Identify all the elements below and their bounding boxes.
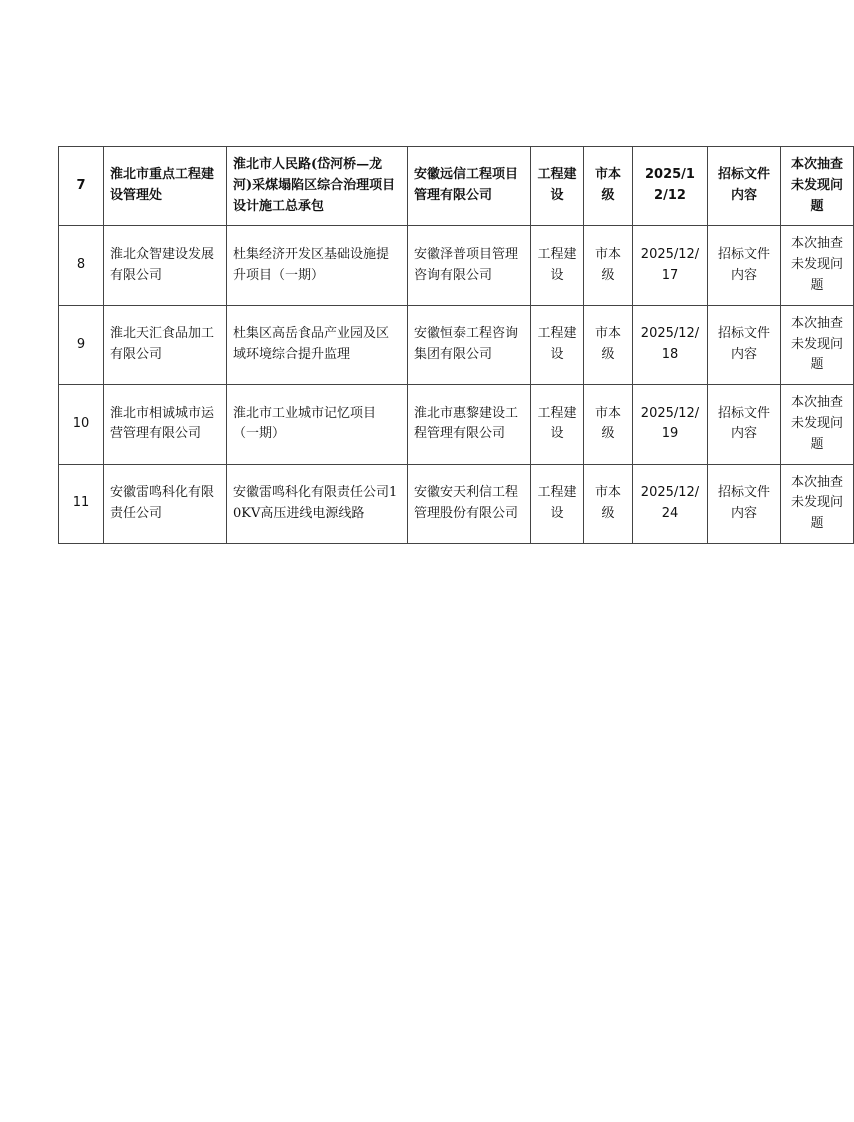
tendering-organization-cell: 安徽雷鸣科化有限责任公司 <box>104 464 227 543</box>
project-type-cell: 工程建设 <box>531 385 584 464</box>
administrative-level-cell: 市本级 <box>584 147 633 226</box>
table-row <box>59 147 854 226</box>
table-row <box>59 226 854 305</box>
project-name-cell: 杜集区高岳食品产业园及区域环境综合提升监理 <box>227 305 408 384</box>
administrative-level-cell: 市本级 <box>584 226 633 305</box>
tendering-agent-cell: 安徽远信工程项目管理有限公司 <box>408 147 531 226</box>
tendering-agent-cell: 安徽恒泰工程咨询集团有限公司 <box>408 305 531 384</box>
inspection-result-cell: 本次抽查未发现问题 <box>781 464 854 543</box>
table-row <box>59 464 854 543</box>
row-number-cell: 9 <box>59 305 104 384</box>
inspection-date-cell: 2025/12/18 <box>633 305 708 384</box>
project-type-cell: 工程建设 <box>531 147 584 226</box>
inspected-content-cell: 招标文件内容 <box>708 226 781 305</box>
table-body <box>59 147 854 544</box>
project-type-cell: 工程建设 <box>531 464 584 543</box>
project-type-cell: 工程建设 <box>531 305 584 384</box>
administrative-level-cell: 市本级 <box>584 385 633 464</box>
inspection-result-cell: 本次抽查未发现问题 <box>781 147 854 226</box>
inspected-content-cell: 招标文件内容 <box>708 147 781 226</box>
inspection-date-cell: 2025/12/24 <box>633 464 708 543</box>
inspection-result-cell: 本次抽查未发现问题 <box>781 305 854 384</box>
tendering-organization-cell: 淮北市重点工程建设管理处 <box>104 147 227 226</box>
tendering-organization-cell: 淮北市相诚城市运营管理有限公司 <box>104 385 227 464</box>
administrative-level-cell: 市本级 <box>584 464 633 543</box>
inspected-content-cell: 招标文件内容 <box>708 385 781 464</box>
tendering-agent-cell: 淮北市惠黎建设工程管理有限公司 <box>408 385 531 464</box>
project-type-cell: 工程建设 <box>531 226 584 305</box>
row-number-cell: 10 <box>59 385 104 464</box>
row-number-cell: 8 <box>59 226 104 305</box>
project-name-cell: 淮北市人民路(岱河桥—龙河)采煤塌陷区综合治理项目设计施工总承包 <box>227 147 408 226</box>
table-row <box>59 305 854 384</box>
table-row <box>59 385 854 464</box>
row-number-cell: 11 <box>59 464 104 543</box>
document-sheet <box>58 146 843 544</box>
tendering-agent-cell: 安徽泽普项目管理咨询有限公司 <box>408 226 531 305</box>
tendering-agent-cell: 安徽安天利信工程管理股份有限公司 <box>408 464 531 543</box>
project-name-cell: 淮北市工业城市记忆项目（一期） <box>227 385 408 464</box>
inspection-date-cell: 2025/12/12 <box>633 147 708 226</box>
inspection-date-cell: 2025/12/19 <box>633 385 708 464</box>
tendering-organization-cell: 淮北众智建设发展有限公司 <box>104 226 227 305</box>
inspection-date-cell: 2025/12/17 <box>633 226 708 305</box>
inspection-result-cell: 本次抽查未发现问题 <box>781 226 854 305</box>
inspected-content-cell: 招标文件内容 <box>708 464 781 543</box>
inspection-table <box>58 146 854 544</box>
inspection-result-cell: 本次抽查未发现问题 <box>781 385 854 464</box>
project-name-cell: 安徽雷鸣科化有限责任公司10KV高压进线电源线路 <box>227 464 408 543</box>
inspected-content-cell: 招标文件内容 <box>708 305 781 384</box>
administrative-level-cell: 市本级 <box>584 305 633 384</box>
tendering-organization-cell: 淮北天汇食品加工有限公司 <box>104 305 227 384</box>
row-number-cell: 7 <box>59 147 104 226</box>
project-name-cell: 杜集经济开发区基础设施提升项目（一期） <box>227 226 408 305</box>
